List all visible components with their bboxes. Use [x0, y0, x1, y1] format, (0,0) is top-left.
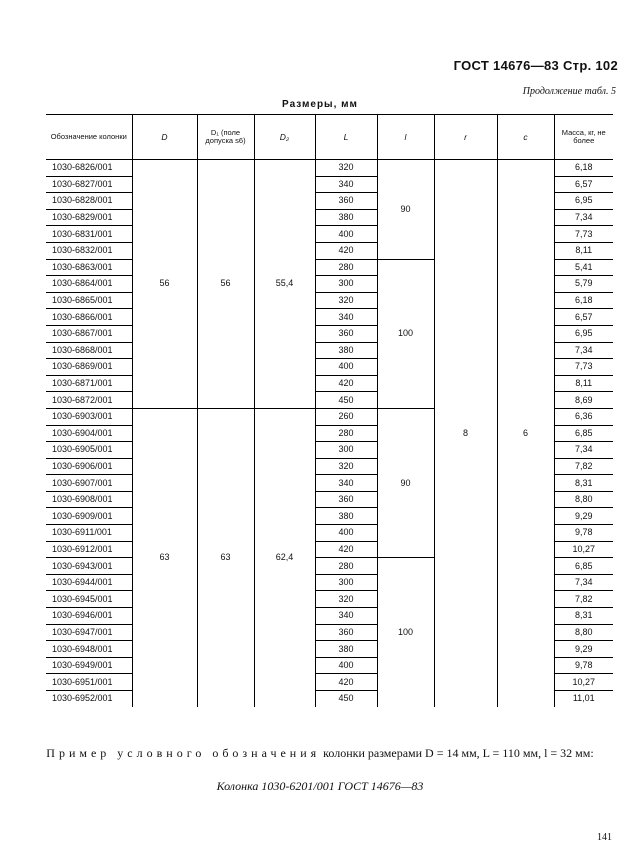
cell-designation: 1030-6869/001 [46, 359, 132, 376]
cell-D: 56 [132, 160, 197, 409]
dimensions-table [46, 114, 613, 707]
cell-mass: 7,34 [554, 209, 613, 226]
cell-designation: 1030-6907/001 [46, 475, 132, 492]
cell-L: 420 [315, 375, 377, 392]
cell-l: 100 [377, 259, 434, 408]
page-number: 141 [597, 832, 612, 843]
cell-mass: 7,34 [554, 574, 613, 591]
cell-designation: 1030-6903/001 [46, 408, 132, 425]
cell-L: 340 [315, 309, 377, 326]
table-row [46, 160, 613, 177]
cell-designation: 1030-6831/001 [46, 226, 132, 243]
cell-designation: 1030-6829/001 [46, 209, 132, 226]
cell-L: 260 [315, 408, 377, 425]
cell-L: 320 [315, 591, 377, 608]
cell-mass: 6,57 [554, 309, 613, 326]
col-D: D [132, 115, 197, 160]
cell-mass: 6,36 [554, 408, 613, 425]
cell-L: 360 [315, 193, 377, 210]
cell-designation: 1030-6943/001 [46, 558, 132, 575]
cell-L: 420 [315, 242, 377, 259]
cell-mass: 9,78 [554, 657, 613, 674]
cell-mass: 9,29 [554, 641, 613, 658]
cell-mass: 8,80 [554, 624, 613, 641]
cell-mass: 11,01 [554, 691, 613, 707]
cell-L: 450 [315, 392, 377, 409]
cell-designation: 1030-6909/001 [46, 508, 132, 525]
table-body [46, 160, 613, 707]
cell-designation: 1030-6868/001 [46, 342, 132, 359]
cell-mass: 7,34 [554, 442, 613, 459]
cell-l: 100 [377, 558, 434, 707]
cell-L: 320 [315, 292, 377, 309]
cell-l: 90 [377, 408, 434, 557]
col-L: L [315, 115, 377, 160]
cell-L: 340 [315, 608, 377, 625]
cell-L: 300 [315, 442, 377, 459]
cell-mass: 6,95 [554, 193, 613, 210]
cell-L: 420 [315, 541, 377, 558]
cell-L: 360 [315, 491, 377, 508]
cell-mass: 8,31 [554, 608, 613, 625]
continuation-note: Продолжение табл. 5 [522, 86, 616, 97]
cell-L: 450 [315, 691, 377, 707]
cell-designation: 1030-6906/001 [46, 458, 132, 475]
cell-designation: 1030-6952/001 [52, 693, 113, 704]
cell-mass: 7,82 [554, 591, 613, 608]
col-designation: Обозначение колонки [46, 115, 132, 160]
cell-D: 63 [132, 408, 197, 706]
cell-designation: 1030-6945/001 [46, 591, 132, 608]
cell-mass: 6,18 [554, 292, 613, 309]
cell-L: 320 [315, 160, 377, 177]
cell-designation: 1030-6948/001 [46, 641, 132, 658]
cell-designation: 1030-6828/001 [46, 193, 132, 210]
cell-mass: 7,34 [554, 342, 613, 359]
cell-D2: 55,4 [254, 160, 315, 409]
cell-mass: 8,80 [554, 491, 613, 508]
page-header [454, 58, 618, 73]
cell-mass: 6,95 [554, 325, 613, 342]
cell-designation: 1030-6946/001 [46, 608, 132, 625]
cell-designation: 1030-6864/001 [46, 276, 132, 293]
cell-mass: 7,73 [554, 359, 613, 376]
cell-mass: 9,78 [554, 525, 613, 542]
cell-L: 280 [315, 558, 377, 575]
cell-mass: 8,31 [554, 475, 613, 492]
cell-L: 380 [315, 641, 377, 658]
cell-designation: 1030-6947/001 [46, 624, 132, 641]
cell-D1: 63 [197, 408, 254, 706]
cell-designation: 1030-6944/001 [46, 574, 132, 591]
page-label: Стр. 102 [562, 58, 618, 73]
example-spaced-text: Пример условного обозначения [46, 746, 321, 760]
cell-designation: 1030-6826/001 [46, 160, 132, 177]
cell-designation: 1030-6866/001 [46, 309, 132, 326]
cell-L: 340 [315, 475, 377, 492]
cell-designation: 1030-6908/001 [46, 491, 132, 508]
cell-L: 400 [315, 657, 377, 674]
cell-L: 400 [315, 359, 377, 376]
cell-mass: 5,41 [554, 259, 613, 276]
cell-L: 320 [315, 458, 377, 475]
cell-mass: 6,85 [554, 558, 613, 575]
cell-designation: 1030-6827/001 [46, 176, 132, 193]
standard-number: ГОСТ 14676—83 [453, 58, 560, 73]
table-caption: Размеры, мм [282, 99, 358, 110]
cell-mass: 7,82 [554, 458, 613, 475]
cell-designation: 1030-6863/001 [46, 259, 132, 276]
cell-L: 280 [315, 259, 377, 276]
cell-designation: 1030-6867/001 [46, 325, 132, 342]
col-r: r [434, 115, 497, 160]
cell-c: 6 [497, 160, 554, 707]
cell-L: 340 [315, 176, 377, 193]
cell-l: 90 [377, 160, 434, 260]
col-D2: D₂ [254, 115, 315, 160]
col-c: c [497, 115, 554, 160]
cell-mass: 5,79 [554, 276, 613, 293]
cell-r: 8 [434, 160, 497, 707]
cell-L: 360 [315, 325, 377, 342]
cell-designation: 1030-6912/001 [46, 541, 132, 558]
cell-L: 360 [315, 624, 377, 641]
cell-mass: 8,69 [554, 392, 613, 409]
col-mass: Масса, кг, не более [554, 115, 613, 160]
cell-D1: 56 [197, 160, 254, 409]
cell-mass: 9,29 [554, 508, 613, 525]
cell-designation: 1030-6949/001 [46, 657, 132, 674]
designation-example: Колонка 1030-6201/001 ГОСТ 14676—83 [216, 779, 424, 793]
cell-designation: 1030-6905/001 [46, 442, 132, 459]
cell-mass: 6,57 [554, 176, 613, 193]
cell-designation: 1030-6911/001 [46, 525, 132, 542]
cell-L: 420 [315, 674, 377, 691]
cell-L: 380 [315, 342, 377, 359]
cell-L: 280 [315, 425, 377, 442]
cell-D2: 62,4 [254, 408, 315, 706]
cell-mass: 6,18 [554, 160, 613, 177]
header-row [46, 115, 613, 160]
cell-L: 400 [315, 525, 377, 542]
cell-L: 380 [315, 209, 377, 226]
example-line [0, 746, 640, 761]
cell-designation: 1030-6872/001 [46, 392, 132, 409]
col-l: l [377, 115, 434, 160]
cell-L: 300 [315, 276, 377, 293]
cell-mass: 7,73 [554, 226, 613, 243]
col-D1: D₁ (поле допуска s6) [197, 115, 254, 160]
example-text: колонки размерами D = 14 мм, L = 110 мм, l = 32 мм: [323, 746, 594, 760]
cell-designation: 1030-6904/001 [46, 425, 132, 442]
cell-designation: 1030-6951/001 [46, 674, 132, 691]
cell-designation: 1030-6871/001 [46, 375, 132, 392]
cell-L: 380 [315, 508, 377, 525]
cell-designation: 1030-6865/001 [46, 292, 132, 309]
cell-mass: 10,27 [554, 674, 613, 691]
cell-designation: 1030-6832/001 [46, 242, 132, 259]
cell-mass: 10,27 [554, 541, 613, 558]
cell-L: 300 [315, 574, 377, 591]
cell-mass: 8,11 [554, 242, 613, 259]
cell-L: 400 [315, 226, 377, 243]
cell-mass: 6,85 [554, 425, 613, 442]
cell-mass: 8,11 [554, 375, 613, 392]
